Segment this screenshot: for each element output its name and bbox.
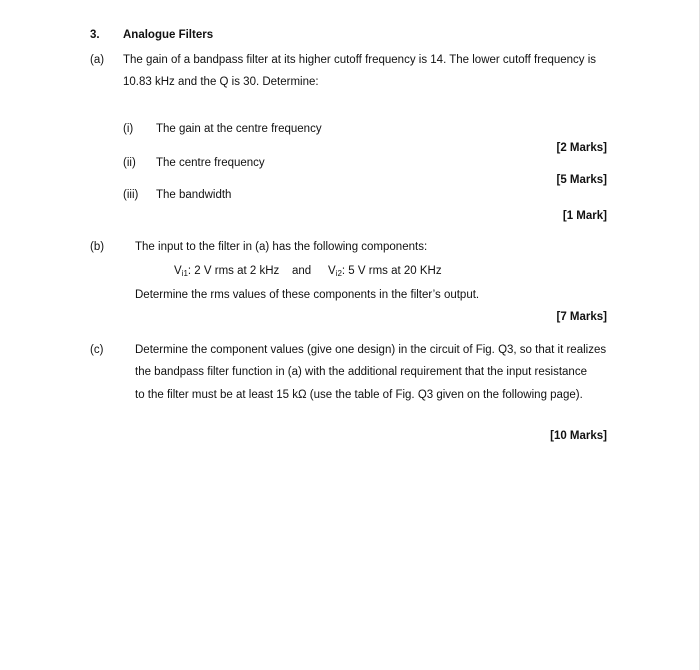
part-c-line1: Determine the component values (give one design) in the circuit of Fig. Q3, so that it realizes — [135, 344, 607, 356]
part-a-item-ii-text: The centre frequency — [156, 157, 265, 169]
part-a-item-iii-marks: [1 Mark] — [562, 210, 607, 222]
part-a-line2: 10.83 kHz and the Q is 30. Determine: — [123, 76, 319, 88]
part-a-item-i-label: (i) — [123, 123, 134, 135]
component-2-symbol: V — [328, 265, 336, 277]
part-c-marks: [10 Marks] — [550, 430, 607, 442]
component-1-value: : 2 V rms at 2 kHz — [187, 265, 280, 277]
part-b-line3: Determine the rms values of these components in the filter’s output. — [135, 289, 480, 301]
part-a-item-i-text: The gain at the centre frequency — [156, 123, 322, 135]
part-b-component-2 — [328, 264, 442, 279]
component-1-symbol: V — [174, 265, 182, 277]
question-title: Analogue Filters — [123, 29, 214, 41]
part-a-item-iii-label: (iii) — [123, 189, 139, 201]
part-b-line1: The input to the filter in (a) has the following components: — [135, 241, 428, 253]
component-2-subscript: i2 — [335, 269, 342, 278]
part-a-item-ii-marks: [5 Marks] — [556, 174, 607, 186]
part-a-item-ii-label: (ii) — [123, 157, 136, 169]
part-b-component-1 — [174, 264, 279, 279]
part-a-item-iii-text: The bandwidth — [156, 189, 232, 201]
question-number: 3. — [90, 29, 100, 41]
component-1-subscript: i1 — [181, 269, 188, 278]
part-b-marks: [7 Marks] — [556, 311, 607, 323]
part-b-label: (b) — [90, 241, 105, 253]
part-a-line1: The gain of a bandpass filter at its higher cutoff frequency is 14. The lower cutoff frequency is — [123, 54, 597, 66]
part-a-label: (a) — [90, 54, 105, 66]
part-a-item-i-marks: [2 Marks] — [556, 142, 607, 154]
part-c-line3: to the filter must be at least 15 kΩ (use the table of Fig. Q3 given on the following page). — [135, 389, 583, 401]
component-2-value: : 5 V rms at 20 KHz — [341, 265, 442, 277]
part-c-line2: the bandpass filter function in (a) with the additional requirement that the input resistance — [135, 366, 587, 378]
part-b-and: and — [292, 265, 312, 277]
part-c-label: (c) — [90, 344, 104, 356]
